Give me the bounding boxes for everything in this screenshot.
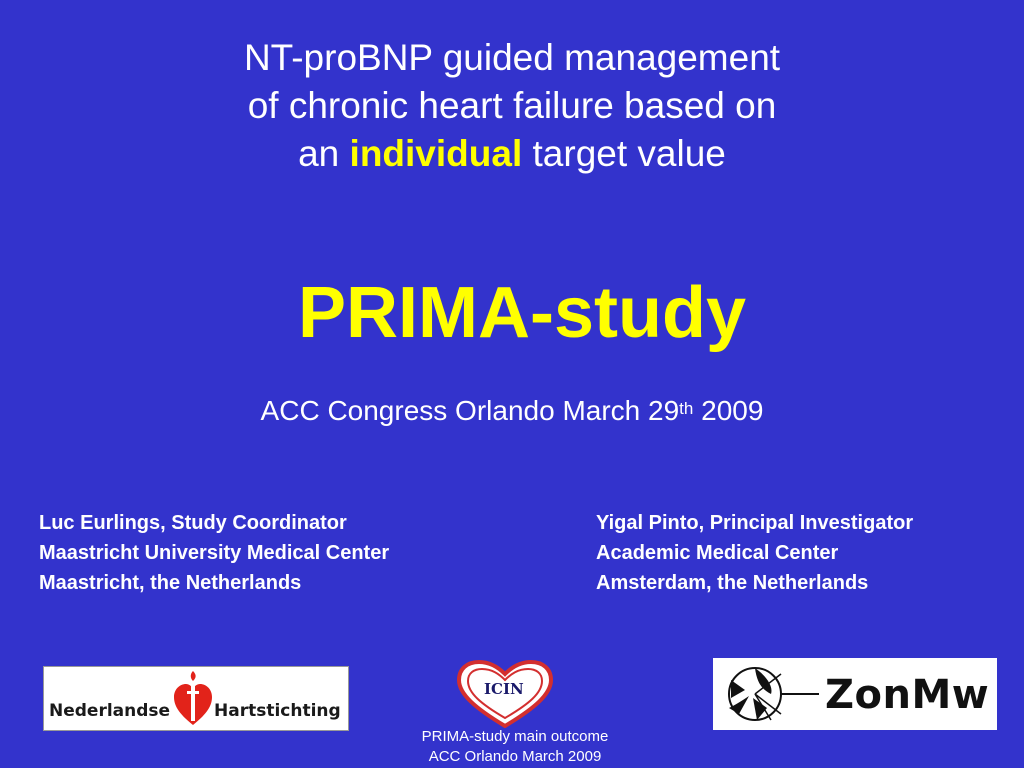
hartstichting-word-1: Nederlandse [49,701,171,721]
left-person-name: Luc Eurlings, Study Coordinator [39,512,347,534]
icin-text: ICIN [484,680,524,698]
right-person-name: Yigal Pinto, Principal Investigator [596,512,914,534]
slide-title [0,34,1024,178]
congress-text: ACC Congress Orlando March 29 [260,395,680,426]
left-person-institution: Maastricht University Medical Center [39,542,390,564]
study-name: PRIMA-study [298,273,746,353]
title-line-3 [0,130,1024,178]
slide-footer [0,727,1024,767]
right-person-location: Amsterdam, the Netherlands [596,572,869,594]
right-person-block [596,508,913,598]
congress-year: 2009 [701,395,764,426]
title-line-2: of chronic heart failure based on [247,85,777,126]
title-line-1: NT-proBNP guided management [243,37,781,78]
zonmw-text: ZonMw [825,672,990,718]
left-person-block [39,508,389,598]
title-line-3-suffix: target value [532,133,726,174]
congress-line [0,392,1024,430]
footer-line-2: ACC Orlando March 2009 [428,748,602,765]
heart-torch-icon [172,669,214,727]
footer-line-1: PRIMA-study main outcome [421,728,609,745]
zonmw-globe-icon [723,664,823,724]
hartstichting-logo [43,666,349,731]
title-line-3-prefix: an [298,133,340,174]
hartstichting-word-2: Hartstichting [214,701,341,721]
left-person-location: Maastricht, the Netherlands [39,572,302,594]
right-person-institution: Academic Medical Center [596,542,839,564]
zonmw-logo [713,658,997,730]
title-highlight-word: individual [349,133,523,174]
icin-logo [455,660,555,728]
congress-superscript: th [679,399,694,418]
